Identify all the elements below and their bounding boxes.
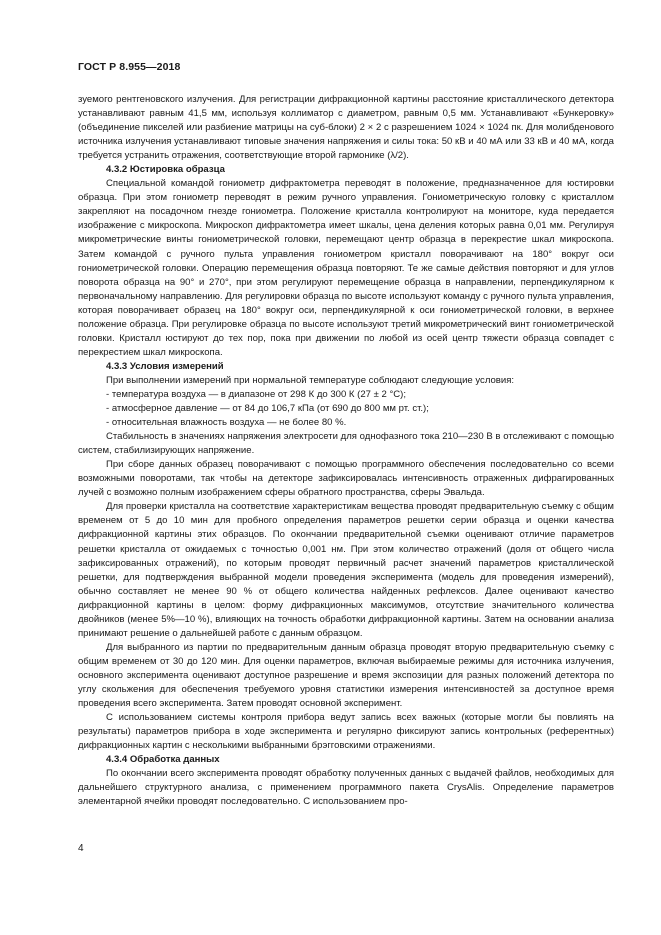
paragraph: Стабильность в значениях напряжения электросети для однофазного тока 210—230 В в отслеживают с помощью систем, стабилизирующих напряжение. — [78, 431, 614, 457]
paragraph: Для проверки кристалла на соответствие характеристикам вещества проводят предварительную съемку с общим временем от 5 до 10 мин для пробного определения параметров решетки серии образца и оценки качества дифракционной картины этих образцов. По окончании предварительной съемки оценивают отличие параметров решетки кристалла от ожидаемых с точностью 0,001 нм. При этом количество отражений (доля от общего числа зафиксированных отражений), по которым проводят первичный расчет значений параметров кристаллической решетки, для подтверждения выбранной модели проведения эксперимента (модель для проведения измерений), обычно составляет не менее 90 % от общего количества найденных рефлексов. Далее оценивают качество дифракционной картины в целом: форму дифракционных максимумов, отсутствие значительного количества двойников (менее 5%—10 %), влияющих на точность обработки дифракционной картины. Затем на основании анализа принимают решение о дальнейшей работе с данным образцом. — [78, 501, 614, 639]
paragraph: С использованием системы контроля прибора ведут запись всех важных (которые могли бы повлиять на результаты) параметров прибора в ходе эксперимента и регулярно фиксируют запись контрольных (референтных) дифракционных картин с несколькими выбранными брэгговскими отражениями. — [78, 712, 614, 752]
standard-designation: ГОСТ Р 8.955—2018 — [78, 61, 181, 73]
paragraph: При сборе данных образец поворачивают с помощью программного обеспечения последовательно со всеми возможными поворотами, так чтобы на детекторе зафиксировалась интенсивность отраженных дифрагированных лучей с возможно полным изображением сферы обратного пространства, сферы Эвальда. — [78, 459, 614, 499]
section-heading-4-3-3: 4.3.3 Условия измерений — [106, 360, 224, 372]
section-heading-4-3-2: 4.3.2 Юстировка образца — [106, 164, 225, 176]
paragraph: По окончании всего эксперимента проводят обработку полученных данных с выдачей файлов, необходимых для дальнейшего структурного анализа, с применением программного пакета CrysAlis. Определение параметров элементарной ячейки проводят последовательно. С использованием про- — [78, 768, 614, 808]
section-heading-4-3-4: 4.3.4 Обработка данных — [106, 754, 220, 766]
paragraph: Специальной командой гониометр дифрактометра переводят в положение, предназначенное для юстировки образца. При этом гониометр переводят в режим ручного управления. Гониометрическую головку с кристаллом закрепляют на посадочном гнезде гониометра. Положение кристалла контролируют на мониторе, куда передается изображение с микроскопа. Микроскоп дифрактометра имеет шкалы, цена деления которых равна 0,01 мм. Регулируя микрометрические винты гониометрической головки, перемещают центр образца в перекрестие шкал микроскопа. Затем командой с ручного пульта управления гониометром кристалл поворачивают на 180° вокруг оси гониометрической головки. Операцию перемещения образца повторяют. Те же самые действия повторяют и для углов поворота образца на 90° и 270°, при этом регулируют перемещение образца в направлении, перпендикулярном к первоначальному направлению. Для регулировки образца по высоте используют команду с ручного пульта управления, которая поворачивает образец на 180° вокруг оси, перпендикулярной к оси гониометрической головки, в верхнее положение образца. При регулировке образца по высоте используют третий микрометрический винт гониометрической головки. Кристалл юстируют до тех пор, пока при движении по любой из осей центр тяжести образца совпадет с перекрестием шкал микроскопа. — [78, 178, 614, 358]
list-item: - относительная влажность воздуха — не более 80 %. — [106, 417, 347, 429]
paragraph: зуемого рентгеновского излучения. Для регистрации дифракционной картины расстояние кристаллического детектора устанавливают равным 41,5 мм, используя коллиматор с диаметром, равным 0,5 мм. Устанавливают «Бункеровку» (объединение пикселей или разбиение матрицы на суб-блоки) 2 × 2 с разрешением 1024 × 1024 пк. Для молибденового источника излучения устанавливают типовые значения напряжения и силы тока: 50 кВ и 40 мА или 33 кВ и 40 мА, когда требуется устранить отражения, соответствующие второй гармонике (λ/2). — [78, 94, 614, 162]
document-body — [78, 93, 614, 809]
page-number: 4 — [78, 843, 84, 854]
list-item: - температура воздуха — в диапазоне от 298 К до 300 К (27 ± 2 °С); — [106, 388, 406, 400]
paragraph: При выполнении измерений при нормальной температуре соблюдают следующие условия: — [106, 374, 515, 386]
list-item: - атмосферное давление — от 84 до 106,7 кПа (от 690 до 800 мм рт. ст.); — [106, 403, 429, 415]
paragraph: Для выбранного из партии по предварительным данным образца проводят вторую предварительную съемку с общим временем от 30 до 120 мин. Для оценки параметров, включая выбираемые режимы для источника излучения, основного эксперимента оценивают доступное разрешение и время экспозиции для разных положений детектора по углу скольжения для обеспечения требуемого уровня статистики измерения интенсивностей за доступное время проведения всего эксперимента. Затем проводят основной эксперимент. — [78, 641, 614, 710]
